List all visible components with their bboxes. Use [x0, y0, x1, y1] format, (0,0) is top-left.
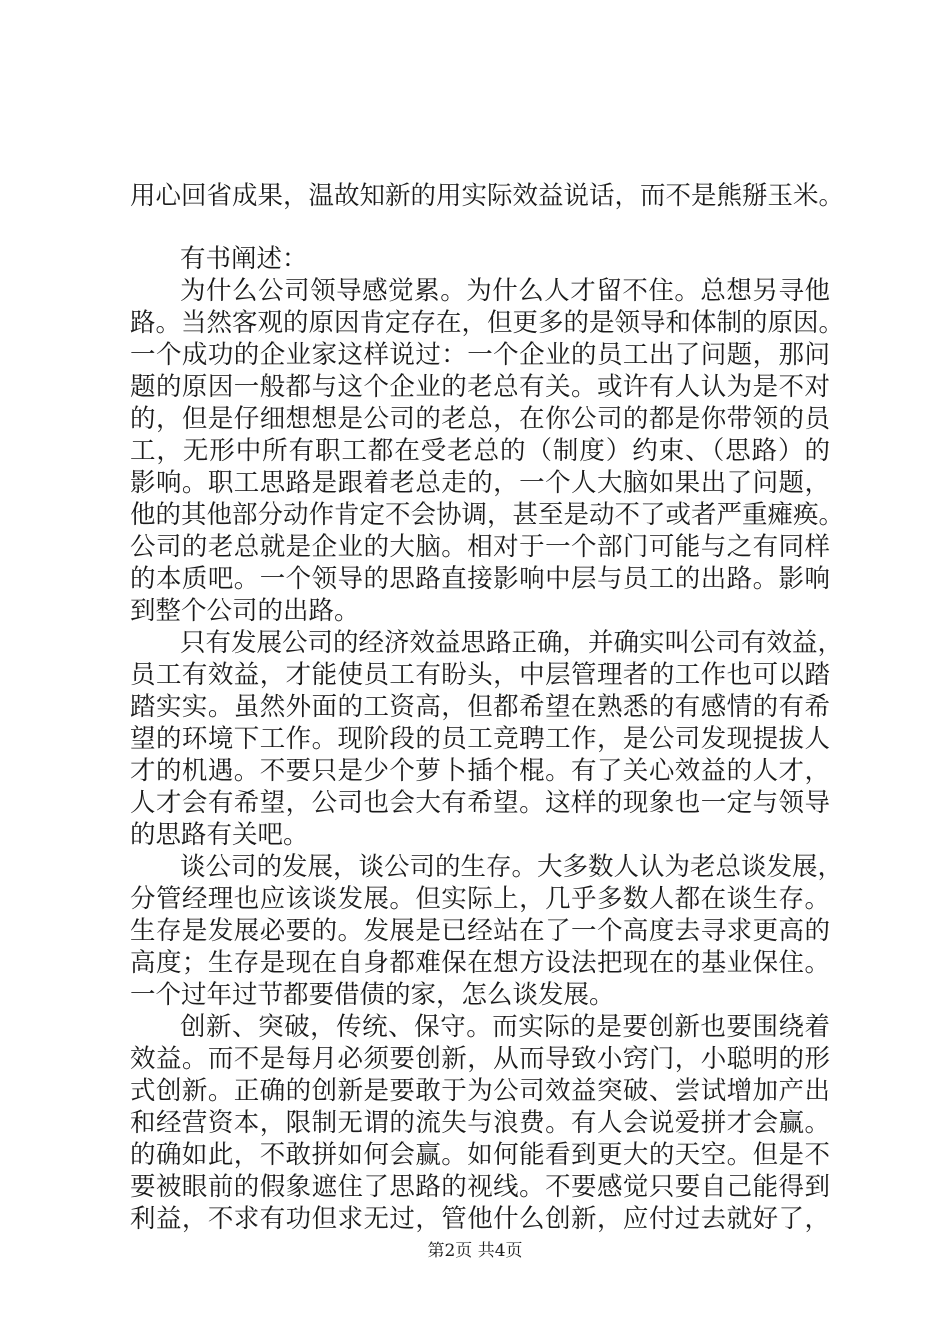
text-line: 的本质吧。一个领导的思路直接影响中层与员工的出路。影响: [130, 564, 830, 594]
page-number-footer: 第2页 共4页: [427, 1241, 523, 1261]
text-line: 用心回省成果，温故知新的用实际效益说话，而不是熊掰玉米。: [130, 181, 845, 211]
text-line: 创新、突破，传统、保守。而实际的是要创新也要围绕着: [180, 1012, 830, 1042]
text-line: 到整个公司的出路。: [130, 596, 360, 626]
text-line: 他的其他部分动作肯定不会协调，甚至是动不了或者严重瘫痪。: [130, 500, 845, 530]
text-line: 的确如此，不敢拼如何会赢。如何能看到更大的天空。但是不: [130, 1140, 830, 1170]
section-heading: 有书阐述：: [180, 244, 308, 274]
text-line: 分管经理也应该谈发展。但实际上，几乎多数人都在谈生存。: [130, 884, 830, 914]
text-line: 公司的老总就是企业的大脑。相对于一个部门可能与之有同样: [130, 532, 830, 562]
text-line: 的思路有关吧。: [130, 820, 309, 850]
text-line: 谈公司的发展，谈公司的生存。大多数人认为老总谈发展，: [180, 852, 844, 882]
text-line: 路。当然客观的原因肯定存在，但更多的是领导和体制的原因。: [130, 308, 845, 338]
text-line: 只有发展公司的经济效益思路正确，并确实叫公司有效益，: [180, 628, 844, 658]
text-line: 题的原因一般都与这个企业的老总有关。或许有人认为是不对: [130, 372, 830, 402]
text-line: 工，无形中所有职工都在受老总的（制度）约束、（思路）的: [130, 436, 830, 466]
text-line: 要被眼前的假象遮住了思路的视线。不要感觉只要自己能得到: [130, 1172, 830, 1202]
text-line: 才的机遇。不要只是少个萝卜插个棍。有了关心效益的人才，: [130, 756, 830, 786]
text-line: 利益，不求有功但求无过，管他什么创新，应付过去就好了，: [130, 1204, 830, 1234]
text-line: 式创新。正确的创新是要敢于为公司效益突破、尝试增加产出: [130, 1076, 830, 1106]
text-line: 生存是发展必要的。发展是已经站在了一个高度去寻求更高的: [130, 916, 830, 946]
text-line: 和经营资本，限制无谓的流失与浪费。有人会说爱拼才会赢。: [130, 1108, 830, 1138]
text-line: 为什么公司领导感觉累。为什么人才留不住。总想另寻他: [180, 276, 830, 306]
text-line: 踏实实。虽然外面的工资高，但都希望在熟悉的有感情的有希: [130, 692, 830, 722]
text-line: 影响。职工思路是跟着老总走的，一个人大脑如果出了问题，: [130, 468, 830, 498]
text-line: 员工有效益，才能使员工有盼头，中层管理者的工作也可以踏: [130, 660, 830, 690]
text-line: 一个过年过节都要借债的家，怎么谈发展。: [130, 980, 615, 1010]
text-line: 一个成功的企业家这样说过：一个企业的员工出了问题，那问: [130, 340, 830, 370]
text-line: 人才会有希望，公司也会大有希望。这样的现象也一定与领导: [130, 788, 830, 818]
text-line: 的，但是仔细想想是公司的老总，在你公司的都是你带领的员: [130, 404, 830, 434]
text-line: 高度；生存是现在自身都难保在想方设法把现在的基业保住。: [130, 948, 830, 978]
text-line: 效益。而不是每月必须要创新，从而导致小窍门，小聪明的形: [130, 1044, 830, 1074]
text-line: 望的环境下工作。现阶段的员工竞聘工作，是公司发现提拔人: [130, 724, 830, 754]
